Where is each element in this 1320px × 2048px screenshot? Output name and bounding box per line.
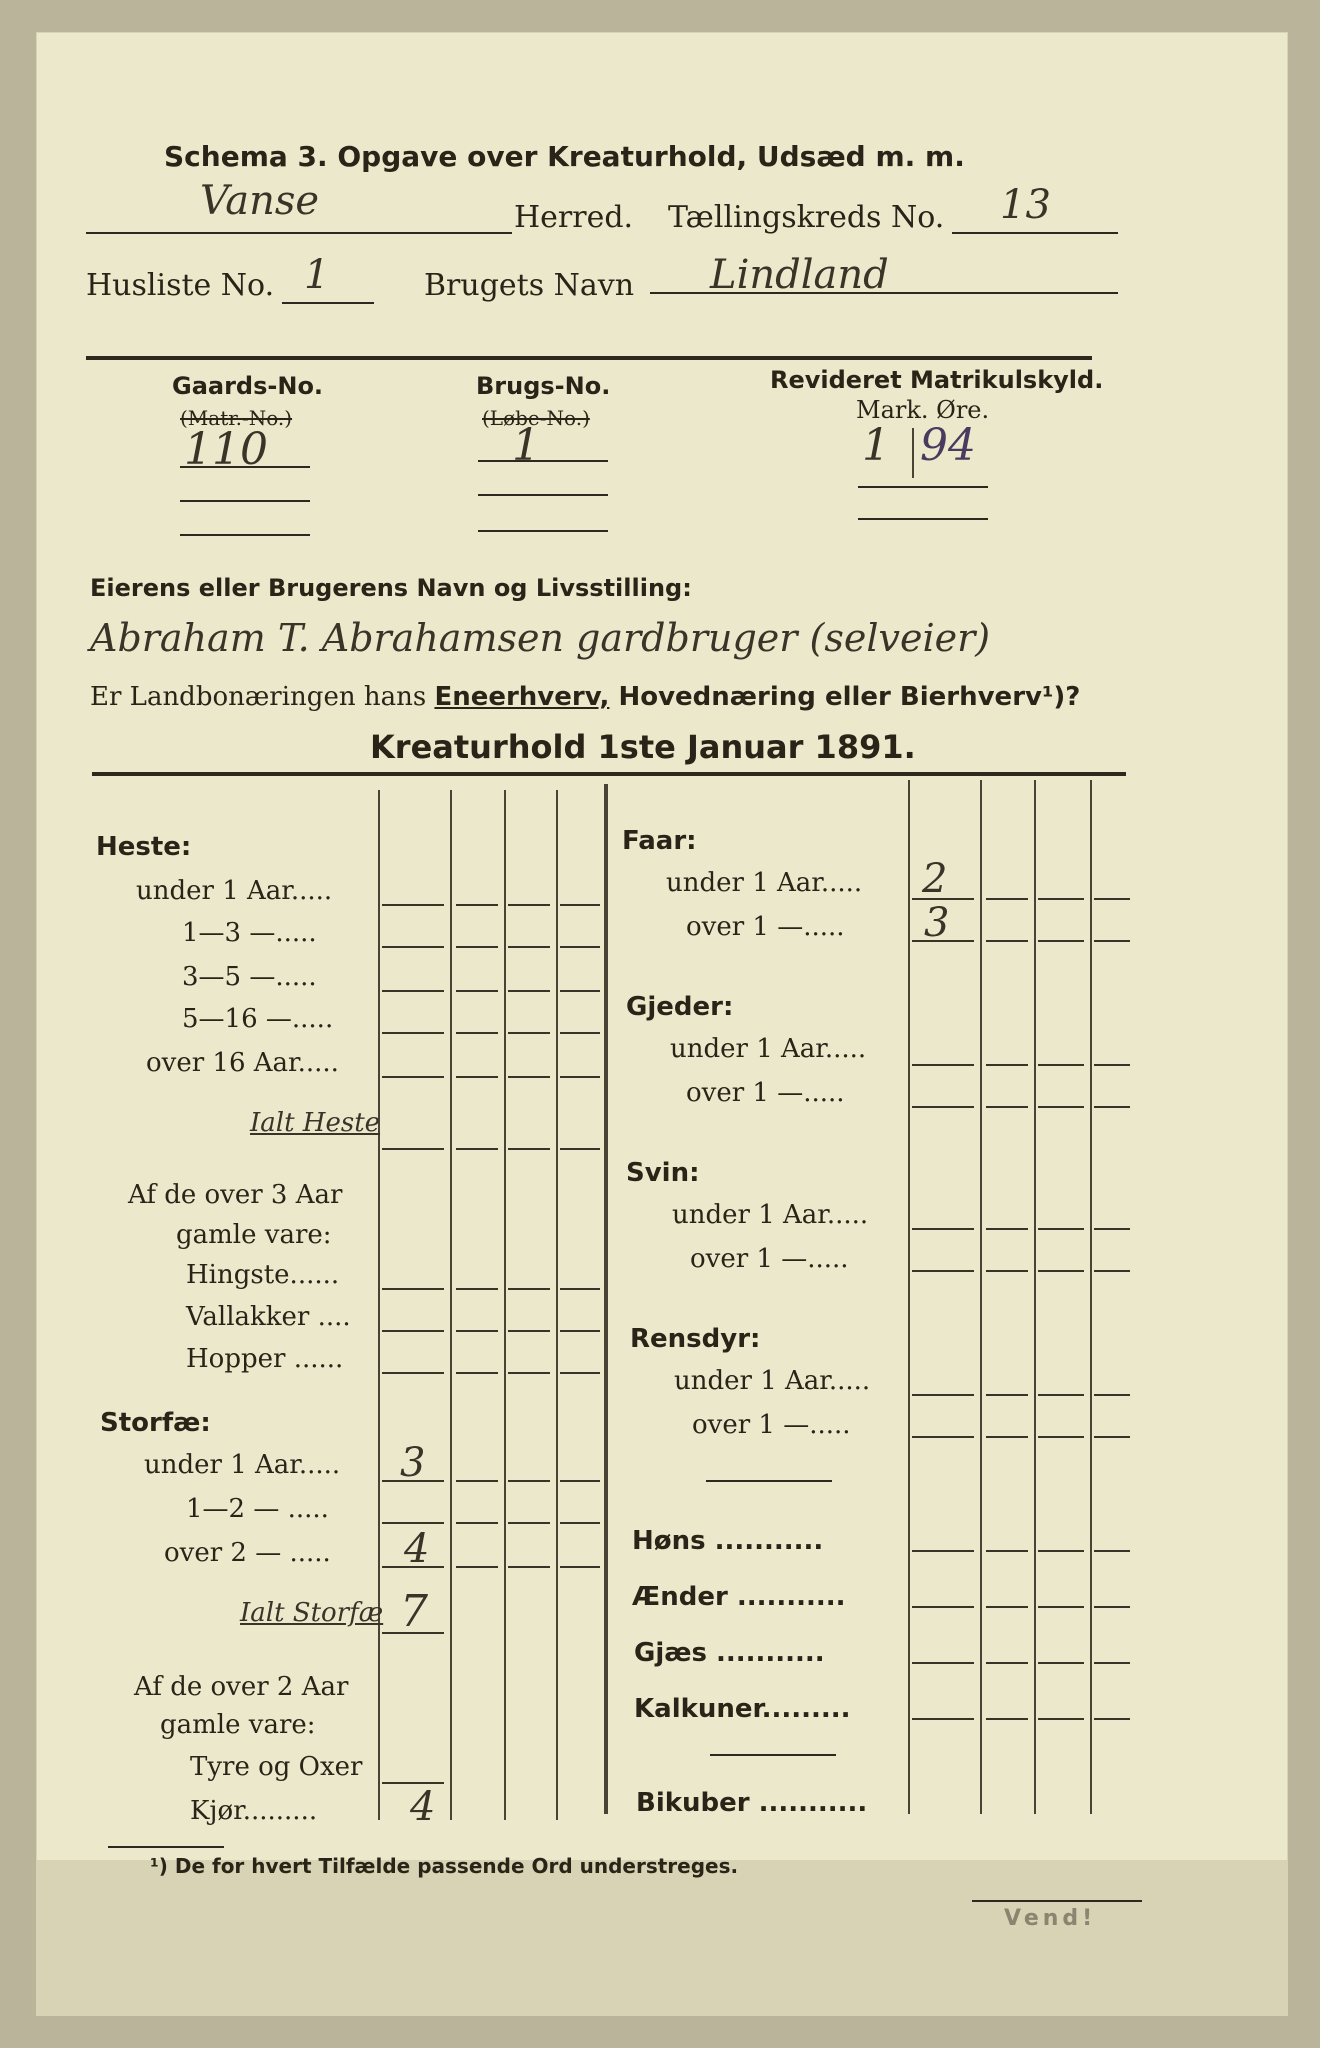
vend-label: Vend!: [1004, 1906, 1097, 1931]
af3-row-0: Hingste......: [186, 1260, 340, 1290]
storfae-total-value: 7: [400, 1586, 428, 1637]
faar-value-1: 3: [924, 900, 950, 946]
storfae-row-1: 1—2 — .....: [186, 1494, 329, 1524]
af2-row-1: Kjør.........: [190, 1796, 318, 1826]
sheet-bottom-edge: [36, 1860, 1288, 2016]
kreds-value: 13: [1000, 182, 1051, 228]
af2-line1: Af de over 2 Aar: [134, 1672, 349, 1702]
kalkuner-row: Kalkuner.........: [634, 1694, 851, 1724]
question-text-pre: Er Landbonæringen hans: [90, 682, 435, 712]
owner-label: Eierens eller Brugerens Navn og Livsstilling:: [90, 574, 692, 602]
right-col-line-2: [980, 780, 982, 1814]
skyld-sub: Mark. Øre.: [856, 396, 990, 424]
left-col-line-1: [378, 790, 380, 1820]
mark-ore-divider: [912, 428, 914, 478]
heste-heading: Heste:: [96, 832, 192, 862]
gaards-value: 110: [184, 424, 268, 475]
af2-value-1: 4: [410, 1784, 436, 1830]
faar-heading: Faar:: [622, 826, 697, 856]
gaards-label: Gaards-No.: [172, 372, 324, 400]
gaards-sub: (Matr.-No.): [180, 406, 293, 430]
brugs-label: Brugs-No.: [476, 372, 611, 400]
husliste-line: [282, 302, 374, 304]
heste-total-label: Ialt Heste: [250, 1108, 381, 1138]
storfae-total-label: Ialt Storfæ: [240, 1598, 384, 1628]
af3-row-2: Hopper ......: [186, 1344, 344, 1374]
brugs-line-2: [478, 494, 608, 496]
brugs-value: 1: [512, 420, 540, 471]
svin-heading: Svin:: [626, 1158, 700, 1188]
left-col-line-2: [450, 790, 452, 1820]
vend-rule: [972, 1900, 1142, 1902]
storfae-value-0: 3: [400, 1440, 426, 1486]
gjaes-row: Gjæs ...........: [634, 1638, 825, 1668]
storfae-value-2: 4: [404, 1526, 430, 1572]
hons-row: Høns ...........: [632, 1526, 824, 1556]
rensdyr-row-0: under 1 Aar.....: [674, 1366, 871, 1396]
svin-row-0: under 1 Aar.....: [672, 1200, 869, 1230]
gaards-line-1: [180, 466, 310, 468]
right-col-line-3: [1034, 780, 1036, 1814]
owner-value: Abraham T. Abrahamsen gardbruger (selveier): [90, 616, 991, 660]
bikuber-row: Bikuber ...........: [636, 1788, 868, 1818]
header-rule: [86, 356, 1092, 360]
footnote: ¹) De for hvert Tilfælde passende Ord understreges.: [150, 1854, 739, 1878]
heste-row-0: under 1 Aar.....: [136, 876, 333, 906]
skyld-line-2: [858, 518, 988, 520]
svin-row-1: over 1 —.....: [690, 1244, 849, 1274]
herred-value: Vanse: [200, 178, 320, 224]
storfae-row-0: under 1 Aar.....: [144, 1450, 341, 1480]
faar-row-1: over 1 —.....: [686, 912, 845, 942]
heste-row-4: over 16 Aar.....: [146, 1048, 339, 1078]
rensdyr-separator: [706, 1480, 832, 1482]
brug-value: Lindland: [710, 252, 889, 298]
question-underlined: Eneerhverv,: [434, 682, 610, 712]
faar-value-0: 2: [922, 856, 948, 902]
heste-row-3: 5—16 —.....: [182, 1004, 334, 1034]
aender-row: Ænder ...........: [632, 1582, 846, 1612]
skyld-label: Revideret Matrikulskyld.: [770, 366, 1104, 394]
brug-label: Brugets Navn: [424, 268, 635, 303]
skyld-line-1: [858, 486, 988, 488]
heste-row-1: 1—3 —.....: [182, 918, 317, 948]
right-col-line-4: [1090, 780, 1092, 1814]
kreds-line: [952, 232, 1118, 234]
heste-row-2: 3—5 —.....: [182, 962, 317, 992]
faar-row-0: under 1 Aar.....: [666, 868, 863, 898]
af3-line1: Af de over 3 Aar: [128, 1180, 343, 1210]
gjeder-row-1: over 1 —.....: [686, 1078, 845, 1108]
af3-line2: gamle vare:: [176, 1220, 332, 1250]
gaards-line-2: [180, 500, 310, 502]
rensdyr-heading: Rensdyr:: [630, 1324, 761, 1354]
ore-value: 94: [920, 420, 976, 471]
af2-row-0: Tyre og Oxer: [190, 1752, 363, 1782]
brugs-line-3: [478, 530, 608, 532]
brugs-sub: (Løbe-No.): [482, 406, 590, 430]
brugs-line-1: [478, 460, 608, 462]
af3-row-1: Vallakker ....: [186, 1302, 351, 1332]
section-title: Kreaturhold 1ste Januar 1891.: [370, 728, 916, 766]
husliste-value: 1: [304, 252, 330, 298]
left-col-line-3: [504, 790, 506, 1820]
gaards-line-3: [180, 534, 310, 536]
occupation-question: [90, 682, 1080, 712]
gjeder-row-0: under 1 Aar.....: [670, 1034, 867, 1064]
question-text-post: Hovednæring eller Bierhverv¹)?: [609, 682, 1081, 712]
gjeder-heading: Gjeder:: [626, 992, 734, 1022]
storfae-row-2: over 2 — .....: [164, 1538, 331, 1568]
husliste-label: Husliste No.: [86, 268, 275, 303]
footnote-rule: [108, 1846, 224, 1848]
herred-line: [86, 232, 512, 234]
table-top-rule: [92, 772, 1126, 776]
storfae-heading: Storfæ:: [100, 1408, 211, 1438]
right-col-line-1: [908, 780, 910, 1814]
left-col-line-4: [556, 790, 558, 1820]
mark-value: 1: [862, 420, 890, 471]
brug-line: [650, 292, 1118, 294]
table-center-divider: [604, 784, 608, 1814]
rensdyr-row-1: over 1 —.....: [692, 1410, 851, 1440]
kreds-label: Tællingskreds No.: [668, 200, 945, 235]
form-title: Schema 3. Opgave over Kreaturhold, Udsæd m. m.: [164, 140, 965, 173]
af2-line2: gamle vare:: [160, 1710, 316, 1740]
herred-label: Herred.: [514, 200, 634, 235]
fowl-separator: [710, 1754, 836, 1756]
